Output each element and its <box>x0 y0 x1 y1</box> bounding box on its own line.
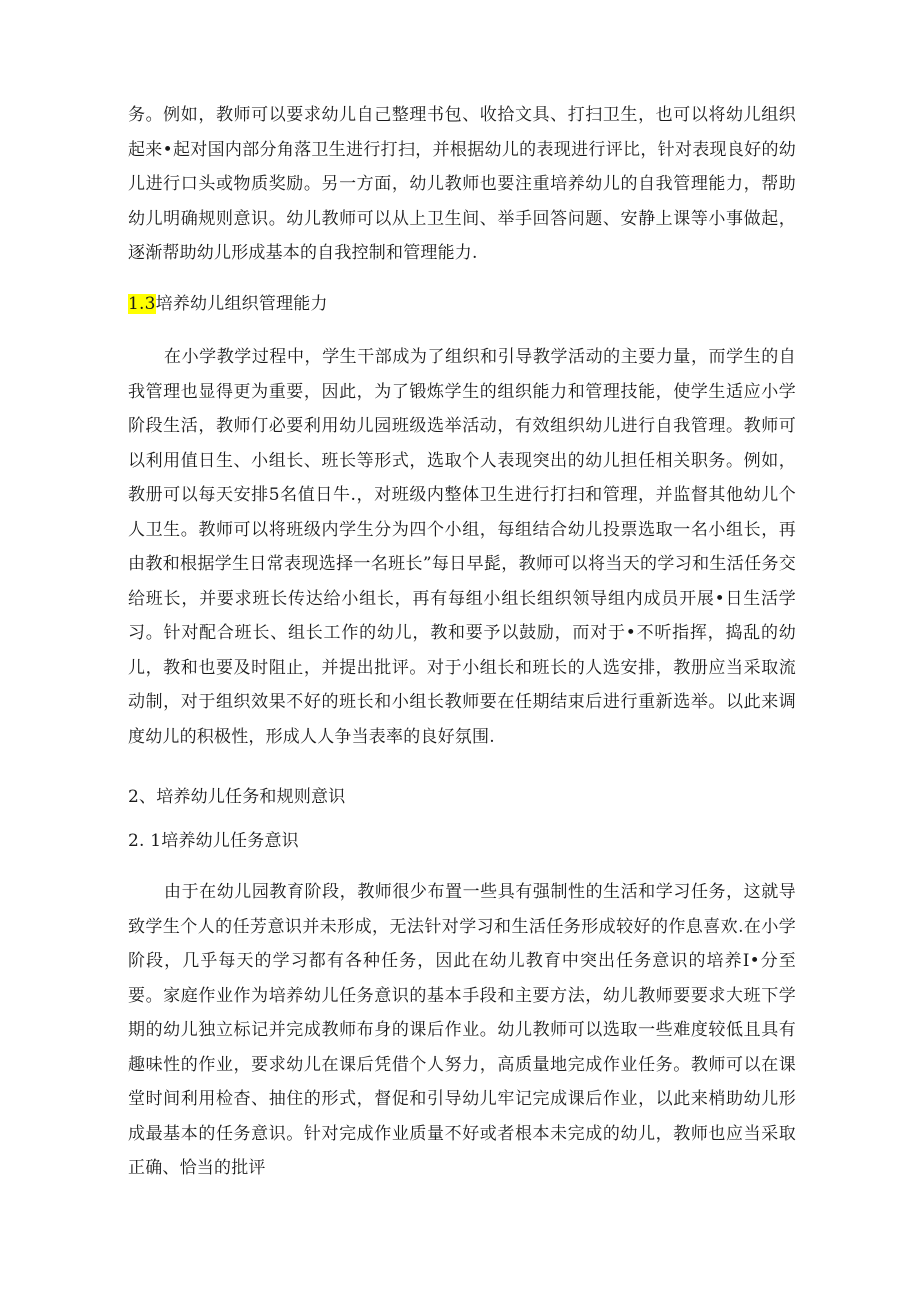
paragraph-organization-management: 在小学教学过程中，学生干部成为了组织和引导教学活动的主要力量，而学生的自我管理也显得更为重要，因此，为了锻炼学生的组织能力和管理技能，使学生适应小学阶段生活，教师仃必要利用幼儿园班级选举活动，有效组织幼儿进行自我管理。教师可以利用值日生、小组长、班长等形式，选取个人表现突出的幼儿担任相关职务。例如，教册可以每天安排5名值日牛.，对班级内整体卫生进行打扫和管理，并监督其他幼儿个人卫生。教师可以将班级内学生分为四个小组，每组结合幼儿投票选取一名小组长，再由教和根据学生日常表现选择一名班长”每日早髭，教师可以将当天的学习和生活任务交给班长，并要求班长传达给小组长，再有每组小组长组织领导组内成员开展•日生活学习。针对配合班长、组长工作的幼儿，教和要予以鼓励，而对于•不听指挥，捣乱的幼儿，教和也要及时阻止，并提出批评。对于小组长和班长的人选安排，教册应当采取流动制，对于组织效果不好的班长和小组长教师要在任期结束后进行重新选举。以此来调度幼儿的积极性，形成人人争当表率的良好氛围. <box>128 347 796 747</box>
section-number-highlight: 1.3 <box>128 294 156 314</box>
section-title: 培养幼儿组织管理能力 <box>155 294 328 314</box>
paragraph-task-awareness: 由于在幼儿园教育阶段，教师很少布置一些具有强制性的生活和学习任务，这就导致学生个人的任芳意识并未形成，无法针对学习和生活任务形成较好的作息喜欢.在小学阶段，几乎每天的学习都有各种任务，因此在幼儿教育中突出任务意识的培养I•分至要。家庭作业作为培养幼儿任务意识的基本手段和主要方法，幼儿教师要要求大班下学期的幼儿独立标记并完成教师布身的课后作业。幼儿教师可以选取一些难度较低且具有趣味性的作业，要求幼儿在课后凭借个人努力，高质量地完成作业任务。教师可以在课堂时间利用检杳、抽住的形式，督促和引导幼儿牢记完成课后作业，以此来梢助幼儿形成最基本的任务意识。针对完成作业质量不好或者根本未完成的幼儿，教师也应当采取正确、恰当的批评 <box>128 882 796 1178</box>
paragraph-task-responsibility: 务。例如，教师可以要求幼儿自己整理书包、收拾文具、打扫卫生，也可以将幼儿组织起来•起对国内部分角落卫生进行打扫，并根据幼儿的表现进行评比，针对表现良好的幼儿进行口头或物质奖励。另一方面，幼儿教师也要注重培养幼儿的自我管理能力，帮助幼儿明确规则意识。幼儿教师可以从上卫生间、举手回答问题、安静上课等小事做起，逐渐帮助幼儿形成基本的自我控制和管理能力. <box>128 105 796 263</box>
section-heading-1-3 <box>128 292 328 316</box>
section-heading-2: 2、培养幼儿任务和规则意识 <box>128 787 346 807</box>
section-heading-2-1: 2. 1培养幼儿任务意识 <box>128 831 299 851</box>
